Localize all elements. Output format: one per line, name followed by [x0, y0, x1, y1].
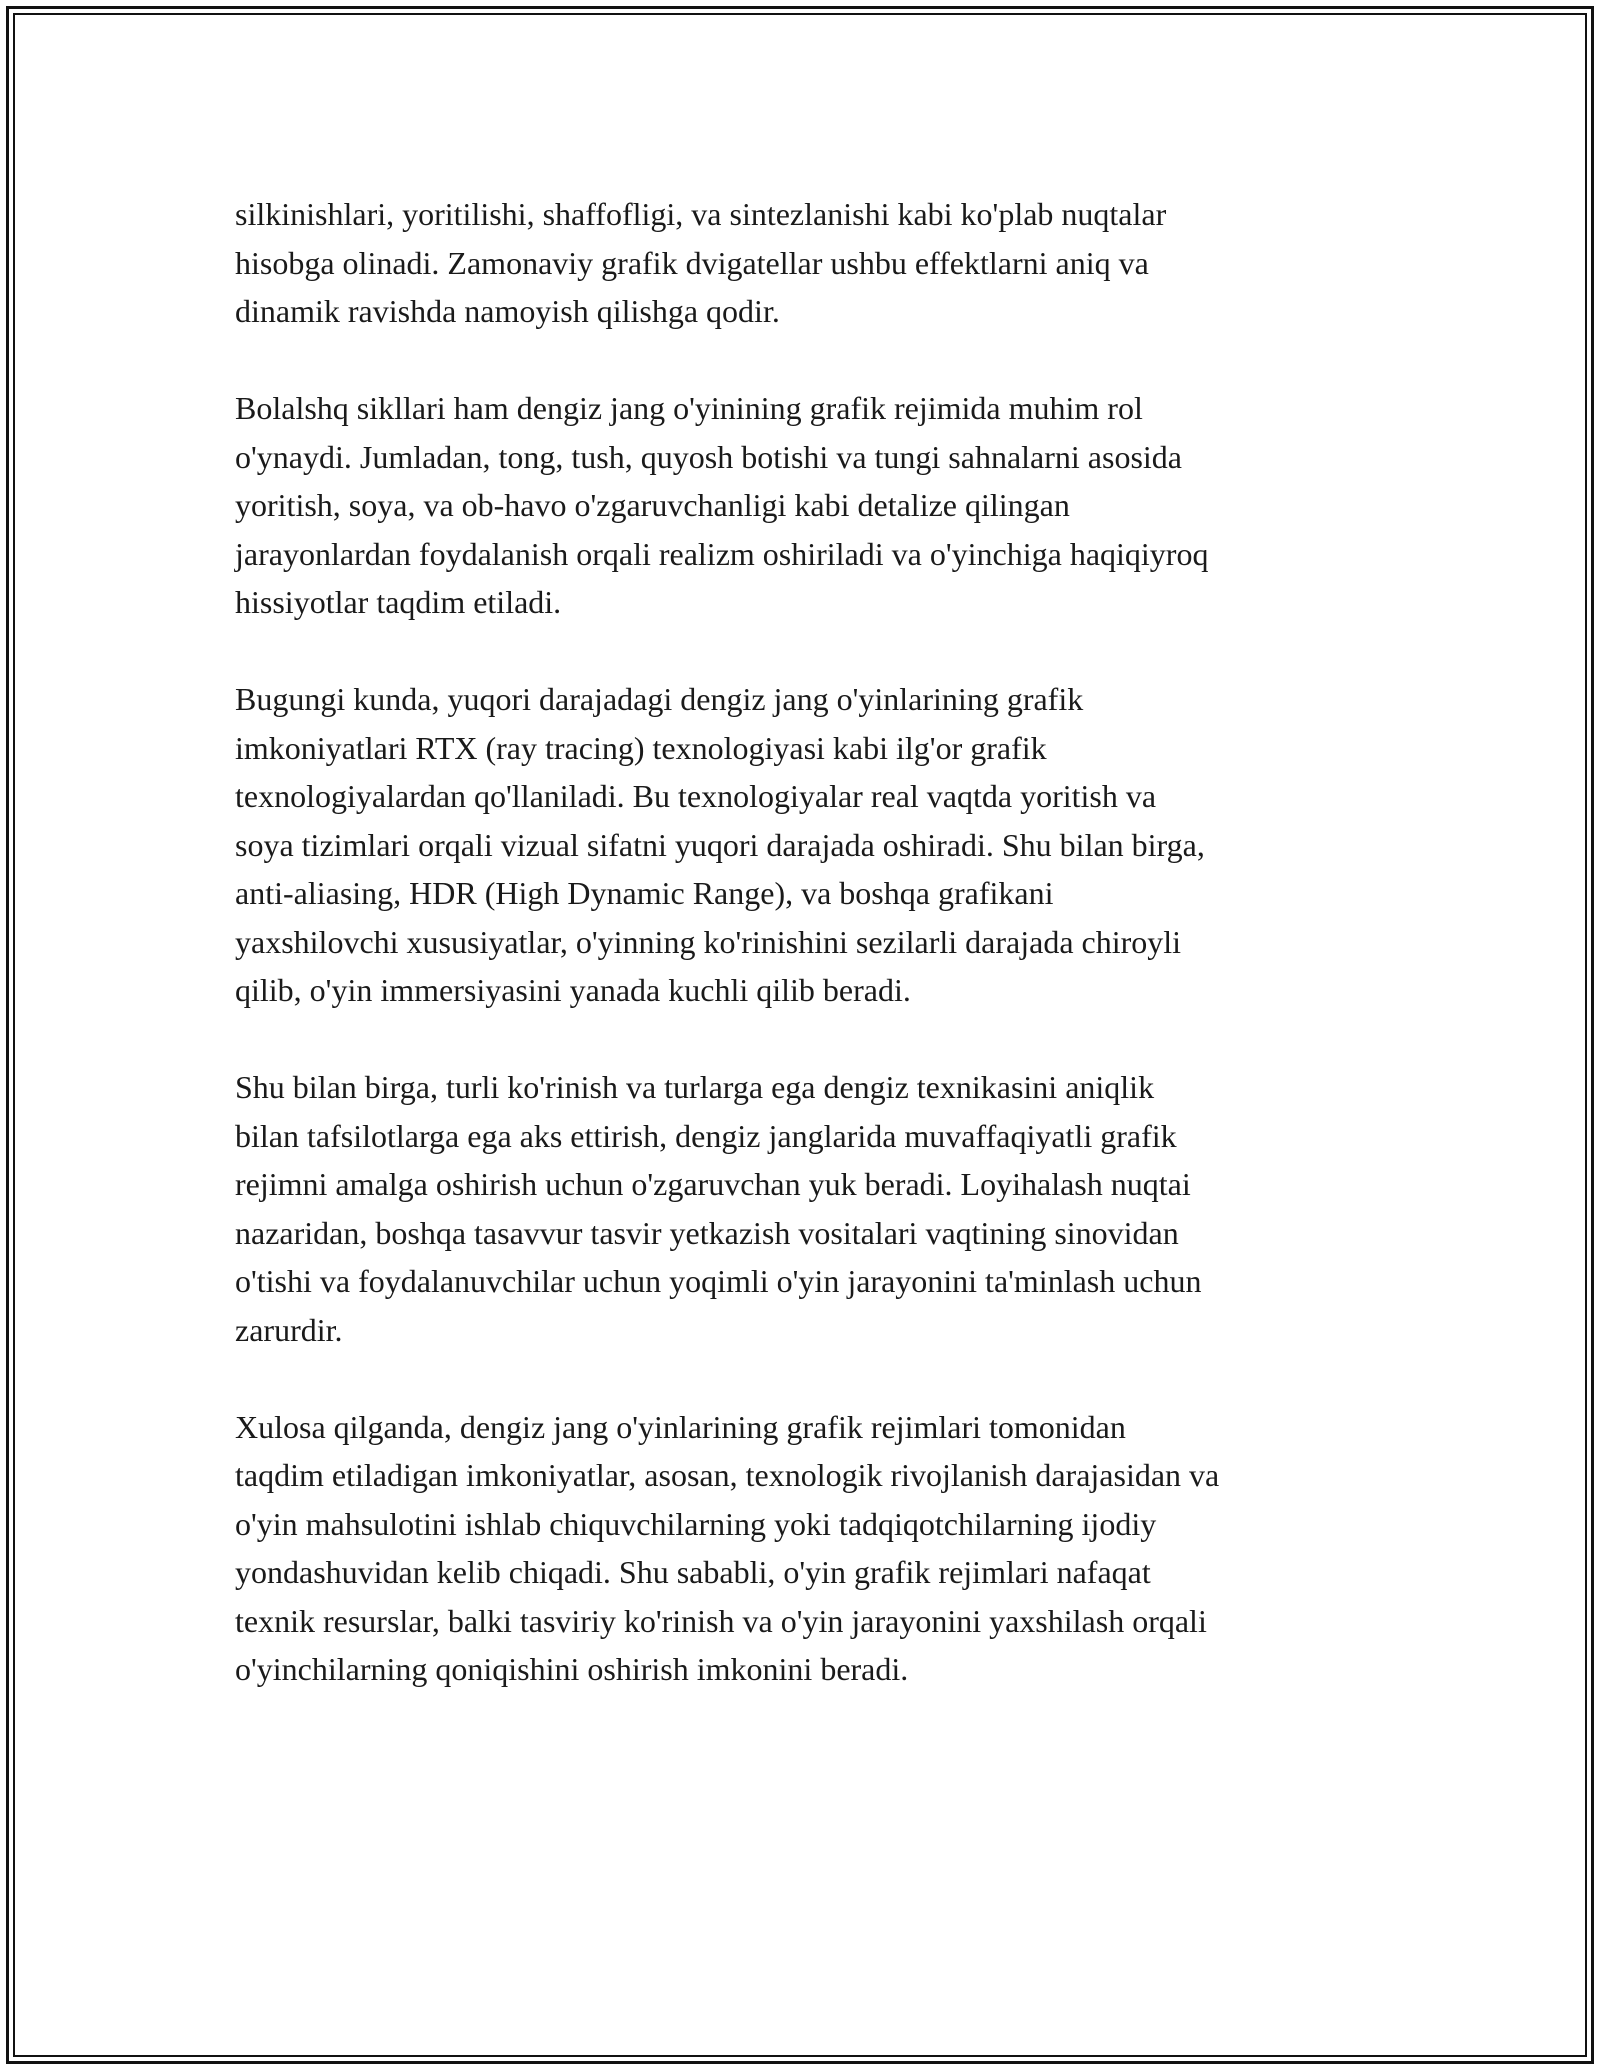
paragraph-1 — [235, 190, 1385, 336]
text-line: yaxshilovchi xususiyatlar, o'yinning ko'rinishini sezilarli darajada chiroyli — [235, 923, 1182, 960]
text-line: soya tizimlari orqali vizual sifatni yuqori darajada oshiradi. Shu bilan birga, — [235, 826, 1205, 863]
text-line: anti-aliasing, HDR (High Dynamic Range), va boshqa grafikani — [235, 875, 1054, 911]
text-line: nazaridan, boshqa tasavvur tasvir yetkazish vositalari vaqtining sinovidan — [235, 1214, 1179, 1251]
text-line: o'yinchilarning qoniqishini oshirish imkonini beradi. — [235, 1651, 909, 1687]
paragraph-5 — [235, 1403, 1385, 1694]
text-line: Bugungi kunda, yuqori darajadagi dengiz jang o'yinlarining grafik — [235, 681, 1084, 717]
paragraph-3 — [235, 675, 1385, 1015]
text-line: Bolalshq sikllari ham dengiz jang o'yinining grafik rejimida muhim rol — [235, 390, 1143, 426]
text-line: silkinishlari, yoritilishi, shaffofligi, va sintezlanishi kabi ko'plab nuqtalar — [235, 196, 1167, 232]
text-line: imkoniyatlari RTX (ray tracing) texnologiyasi kabi ilg'or grafik — [235, 729, 1047, 766]
text-line: qilib, o'yin immersiyasini yanada kuchli qilib beradi. — [235, 972, 911, 1008]
text-line: o'yin mahsulotini ishlab chiquvchilarning yoki tadqiqotchilarning ijodiy — [235, 1505, 1157, 1542]
text-line: zarurdir. — [235, 1311, 343, 1348]
text-line: o'ynaydi. Jumladan, tong, tush, quyosh botishi va tungi sahnalarni asosida — [235, 438, 1182, 475]
text-line: taqdim etiladigan imkoniyatlar, asosan, texnologik rivojlanish darajasidan va — [235, 1457, 1220, 1493]
text-line: rejimni amalga oshirish uchun o'zgaruvchan yuk beradi. Loyihalash nuqtai — [235, 1166, 1191, 1202]
text-line: texnologiyalardan qo'llaniladi. Bu texnologiyalar real vaqtda yoritish va — [235, 778, 1157, 814]
text-line: Xulosa qilganda, dengiz jang o'yinlarining grafik rejimlari tomonidan — [235, 1408, 1126, 1445]
text-line: hisobga olinadi. Zamonaviy grafik dvigatellar ushbu effektlarni aniq va — [235, 244, 1149, 281]
paragraph-4 — [235, 1063, 1385, 1354]
text-line: jarayonlardan foydalanish orqali realizm oshiriladi va o'yinchiga haqiqiyroq — [235, 535, 1209, 572]
paragraph-2 — [235, 384, 1385, 627]
text-line: bilan tafsilotlarga ega aks ettirish, dengiz janglarida muvaffaqiyatli grafik — [235, 1117, 1177, 1154]
text-line: yoritish, soya, va ob-havo o'zgaruvchanligi kabi detalize qilingan — [235, 487, 1070, 523]
document-body — [235, 190, 1385, 1742]
text-line: dinamik ravishda namoyish qilishga qodir. — [235, 293, 780, 329]
text-line: texnik resurslar, balki tasviriy ko'rinish va o'yin jarayonini yaxshilash orqali — [235, 1602, 1207, 1639]
text-line: o'tishi va foydalanuvchilar uchun yoqimli o'yin jarayonini ta'minlash uchun — [235, 1263, 1202, 1299]
text-line: Shu bilan birga, turli ko'rinish va turlarga ega dengiz texnikasini aniqlik — [235, 1069, 1155, 1105]
text-line: hissiyotlar taqdim etiladi. — [235, 584, 562, 620]
text-line: yondashuvidan kelib chiqadi. Shu sababli, o'yin grafik rejimlari nafaqat — [235, 1554, 1151, 1590]
